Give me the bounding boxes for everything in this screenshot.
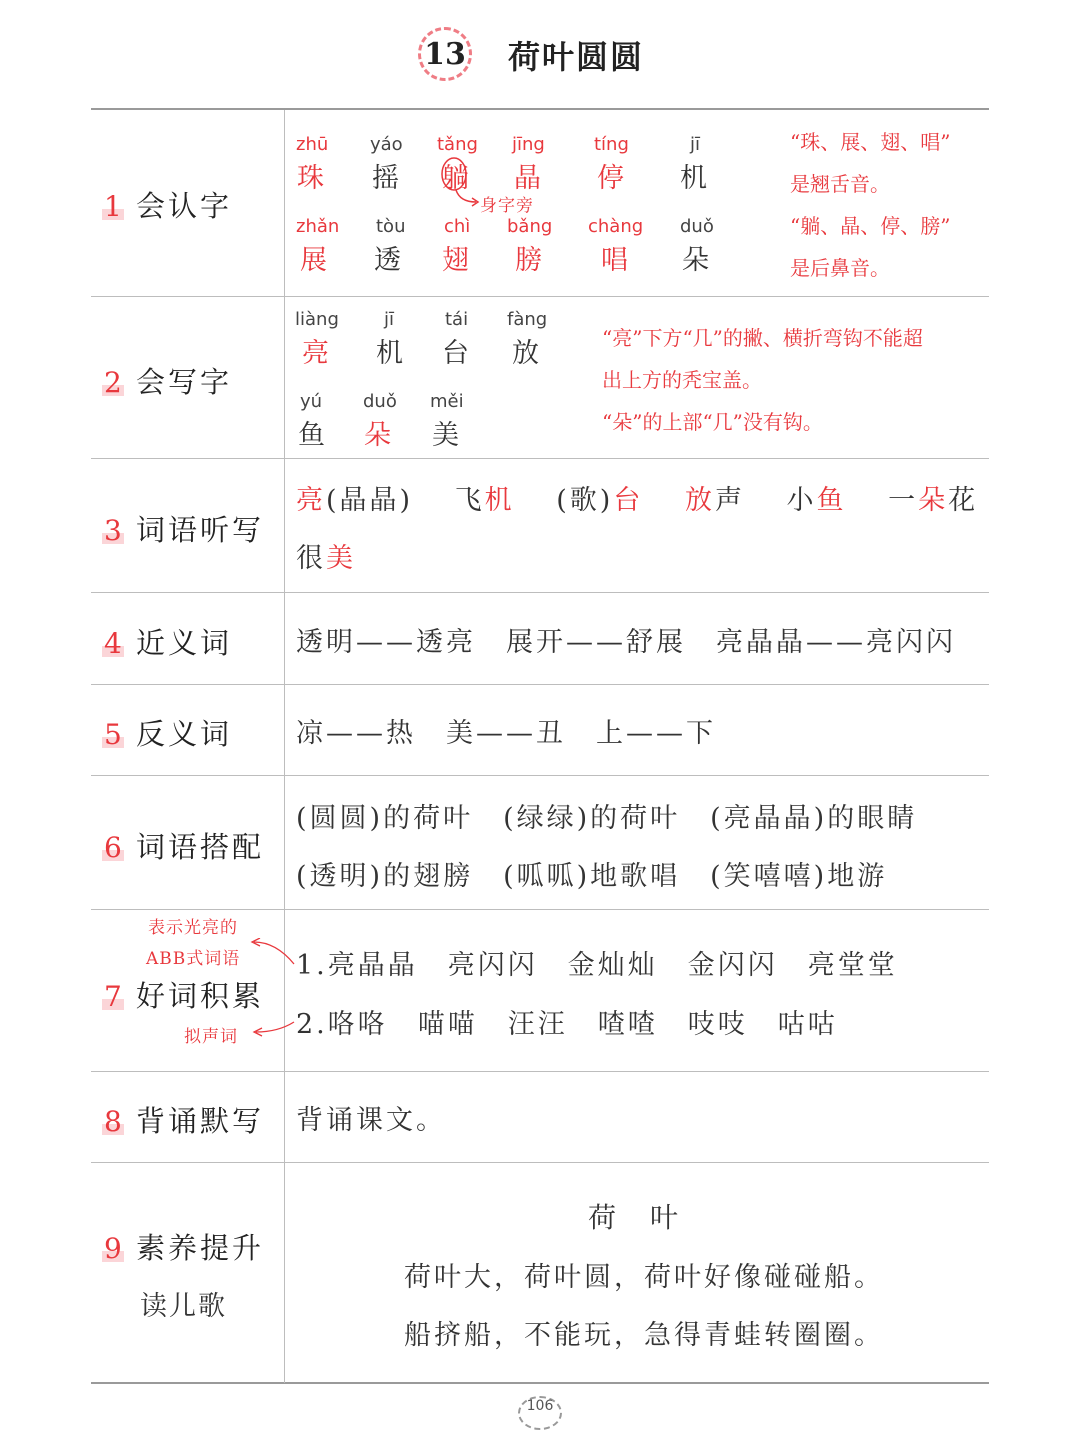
pinyin: duǒ [680,216,714,237]
character: 鱼 [298,420,325,451]
note: 出上方的秃宝盖。 [602,368,762,392]
poem-line-1: 荷叶大，荷叶圆，荷叶好像碰碰船。 [404,1262,884,1293]
collocation-line-1: (圆圆)的荷叶 (绿绿)的荷叶 (亮晶晶)的眼睛 [296,803,918,834]
character: 放 [512,338,539,369]
pinyin: měi [430,391,464,412]
column-divider [284,110,285,1383]
character: 珠 [297,163,324,194]
pinyin: zhū [296,134,329,155]
row-divider [91,458,989,459]
character: 朵 [682,245,709,276]
pinyin: chàng [588,216,644,237]
pinyin: fàng [507,309,548,330]
note: “躺、晶、停、膀” [790,214,951,238]
row-label-4: 4 近义词 [104,626,233,660]
character: 躺 [442,163,469,194]
good-words-line-1: 1.亮晶晶 亮闪闪 金灿灿 金闪闪 亮堂堂 [296,950,898,981]
character: 机 [680,163,707,194]
row-divider [91,684,989,685]
character: 晶 [514,163,541,194]
row-divider [91,592,989,593]
pinyin: yáo [370,134,403,155]
row-label-3: 3 词语听写 [104,513,265,547]
pinyin: tíng [594,134,629,155]
pinyin: jī [690,134,701,155]
character: 唱 [601,245,628,276]
poem-line-2: 船挤船，不能玩，急得青蛙转圈圈。 [404,1320,884,1351]
row-divider [91,775,989,776]
row-label-8: 8 背诵默写 [104,1104,265,1138]
row-label-2: 2 会写字 [104,365,233,399]
row-label-7: 7 好词积累 [104,979,265,1013]
row-label-1: 1 会认字 [104,189,233,223]
character: 摇 [372,163,399,194]
character: 美 [432,420,459,451]
row-divider [91,1162,989,1163]
pinyin: duǒ [363,391,397,412]
character: 展 [300,245,327,276]
abb-note-line-1: 表示光亮的 [148,918,238,938]
synonyms-text: 透明——透亮 展开——舒展 亮晶晶——亮闪闪 [296,627,956,658]
row-label-9: 9 素养提升 [104,1231,265,1265]
character: 停 [597,163,624,194]
row-divider [91,1071,989,1072]
row-divider [91,296,989,297]
onomatopoeia-note: 拟声词 [184,1027,238,1047]
pinyin: tòu [376,216,406,237]
dictation-line-2: 很美 [296,543,356,574]
pinyin: jīng [512,134,545,155]
pinyin: tǎng [437,134,478,155]
pinyin: liàng [295,309,339,330]
row-divider [91,909,989,910]
note: “朵”的上部“几”没有钩。 [602,410,823,434]
row-label-5: 5 反义词 [104,717,233,751]
dictation-line-1: 亮(晶晶) 飞机 (歌)台 放声 小鱼 一朵花 [296,485,979,516]
table-top-border [91,108,989,110]
recite-text: 背诵课文。 [296,1105,446,1136]
lesson-number-badge [418,27,472,81]
good-words-line-2: 2.咯咯 喵喵 汪汪 喳喳 吱吱 咕咕 [296,1009,838,1040]
collocation-line-2: (透明)的翅膀 (呱呱)地歌唱 (笑嘻嘻)地游 [296,861,888,892]
note: “亮”下方“几”的撇、横折弯钩不能超 [602,326,923,350]
character: 机 [376,338,403,369]
character: 膀 [515,245,542,276]
note: 是后鼻音。 [790,256,890,280]
character: 亮 [302,338,329,369]
lesson-title: 荷叶圆圆 [508,38,645,76]
pinyin: zhǎn [296,216,340,237]
antonyms-text: 凉——热 美——丑 上——下 [296,718,716,749]
table-bottom-border [91,1382,989,1384]
pinyin: yú [300,391,323,412]
row-sublabel-9: 读儿歌 [140,1291,227,1322]
poem-title: 荷 叶 [588,1201,682,1234]
pinyin: jī [384,309,395,330]
character: 朵 [364,420,391,451]
note: “珠、展、翅、唱” [790,130,951,154]
onomatopoeia-note-arrow [248,1018,298,1044]
pinyin: bǎng [507,216,553,237]
pinyin: tái [445,309,469,330]
radical-note: 身字旁 [480,196,534,216]
abb-note-line-2: ABB式词语 [146,949,241,969]
page-number: 106 [518,1396,562,1430]
note: 是翘舌音。 [790,172,890,196]
character: 透 [374,245,401,276]
row-label-6: 6 词语搭配 [104,830,265,864]
character: 台 [442,338,469,369]
pinyin: chì [444,216,471,237]
character: 翅 [442,245,469,276]
abb-note-arrow [246,938,298,968]
lesson-number: 13 [424,36,466,72]
